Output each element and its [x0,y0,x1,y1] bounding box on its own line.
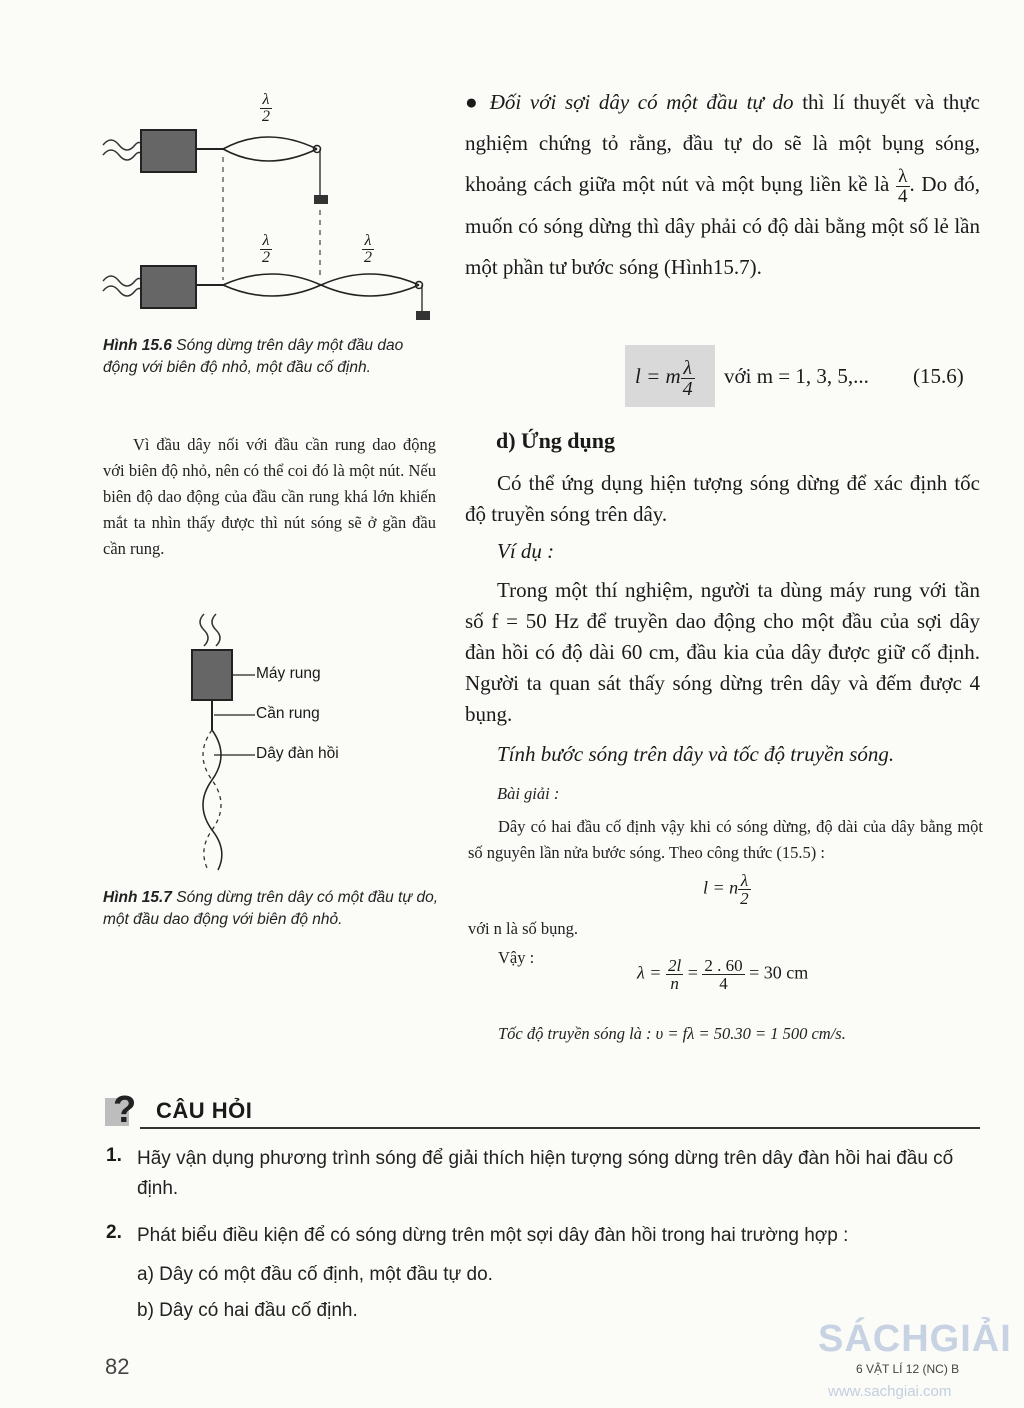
label-may-rung: Máy rung [256,665,321,682]
section-heading: d) Ứng dụng [496,428,616,453]
free-end-text-2: . Do đó, muốn có sóng dừng thì dây phải có độ dài bằng một số lẻ lần một phần tư bước sóng (Hình15.7). [465,172,980,279]
questions-icon: ? [105,1092,141,1132]
watermark-url: www.sachgiai.com [828,1383,952,1400]
example-question: Tính bước sóng trên dây và tốc độ truyền sóng. [497,742,895,766]
figure-15-7-caption [103,887,443,931]
figure-15-6-caption [103,335,438,379]
bullet-icon: ● [465,90,482,114]
book-code: 6 VẬT LÍ 12 (NC) B [856,1362,960,1376]
page-number: 82 [105,1354,130,1379]
caption-text: Sóng dừng trên dây có một đầu tự do, một đầu dao động với biên độ nhỏ. [103,889,439,928]
watermark-brand: SÁCHGIẢI [818,1318,1012,1360]
side-paragraph: Vì đầu dây nối với đầu cần rung dao động với biên độ nhỏ, nên có thể coi đó là một nút. Nếu biên độ dao động của đầu cần rung khá lớn khiến mắt ta nhìn thấy được thì nút sóng sẽ ở gần đầu cần rung. [103,435,436,558]
free-end-paragraph [465,82,980,288]
question-2-text: Phát biểu điều kiện để có sóng dừng trên một sợi dây đàn hồi trong hai trường hợp : [137,1225,849,1246]
solution-n-text: với n là số bụng. [468,919,579,938]
question-2-number: 2. [106,1222,122,1243]
lambda-half-label-bottom-right: $\frac{\lambda}{2}$ [364,232,372,266]
questions-heading: CÂU HỎI [156,1098,253,1123]
questions-divider [140,1127,980,1129]
lambda-quarter-fraction: $\frac{\lambda}{4}$ [898,165,908,207]
label-can-rung: Cần rung [256,705,320,722]
example-paragraph: Trong một thí nghiệm, người ta dùng máy rung với tần số f = 50 Hz để truyền dao động cho một đầu của sợi dây đàn hồi có độ dài 60 cm, đầu kia của dây được giữ cố định. Người ta quan sát thấy sóng dừng trên dây và đếm được 4 bụng. [465,578,980,726]
free-end-lead: Đối với sợi dây có một đầu tự do [489,90,794,114]
caption-text: Sóng dừng trên dây một đầu dao động với biên độ nhỏ, một đầu cố định. [103,337,404,376]
caption-label: Hình 15.7 [103,889,172,906]
solution-speed: Tốc độ truyền sóng là : υ = fλ = 50.30 = 1 500 cm/s. [498,1024,846,1043]
solution-lambda-formula: λ = $\frac{2l}{n}$ = $\frac{2 . 60}{4}$ = 30 cm [637,956,809,993]
solution-formula-l: l = n $\frac{\lambda}{2}$ [703,871,749,908]
solution-vay: Vậy : [498,948,535,967]
free-end-text-1: thì lí thuyết và thực nghiệm chứng tỏ rằng, đầu tự do sẽ là một bụng sóng, khoảng cách giữa một nút và một bụng liền kề là [465,90,981,196]
solution-label: Bài giải : [497,784,560,803]
caption-label: Hình 15.6 [103,337,172,354]
question-2a: a) Dây có một đầu cố định, một đầu tự do. [137,1264,493,1285]
solution-paragraph: Dây có hai đầu cố định vậy khi có sóng dừng, độ dài của dây bằng một số nguyên lần nửa bước sóng. Theo công thức (15.5) : [468,817,983,862]
lambda-half-label-top [260,92,272,125]
formula-15-6: l = m $\frac{\lambda}{4}$ [635,356,693,400]
example-label: Ví dụ : [497,539,555,563]
formula-condition: với m = 1, 3, 5,... [724,364,869,388]
question-1-number: 1. [106,1145,122,1166]
application-paragraph: Có thể ứng dụng hiện tượng sóng dừng để xác định tốc độ truyền sóng trên dây. [465,471,980,526]
label-day-dan-hoi: Dây đàn hồi [256,745,339,762]
question-2b: b) Dây có hai đầu cố định. [137,1300,358,1321]
formula-number: (15.6) [913,364,964,388]
lambda-half-num: λ [260,92,272,109]
lambda-half-label-bottom-left: $\frac{\lambda}{2}$ [262,232,270,266]
lambda-half-den: 2 [262,108,270,125]
question-1-text: Hãy vận dụng phương trình sóng để giải thích hiện tượng sóng dừng trên dây đàn hồi hai đầu cố định. [137,1148,954,1199]
